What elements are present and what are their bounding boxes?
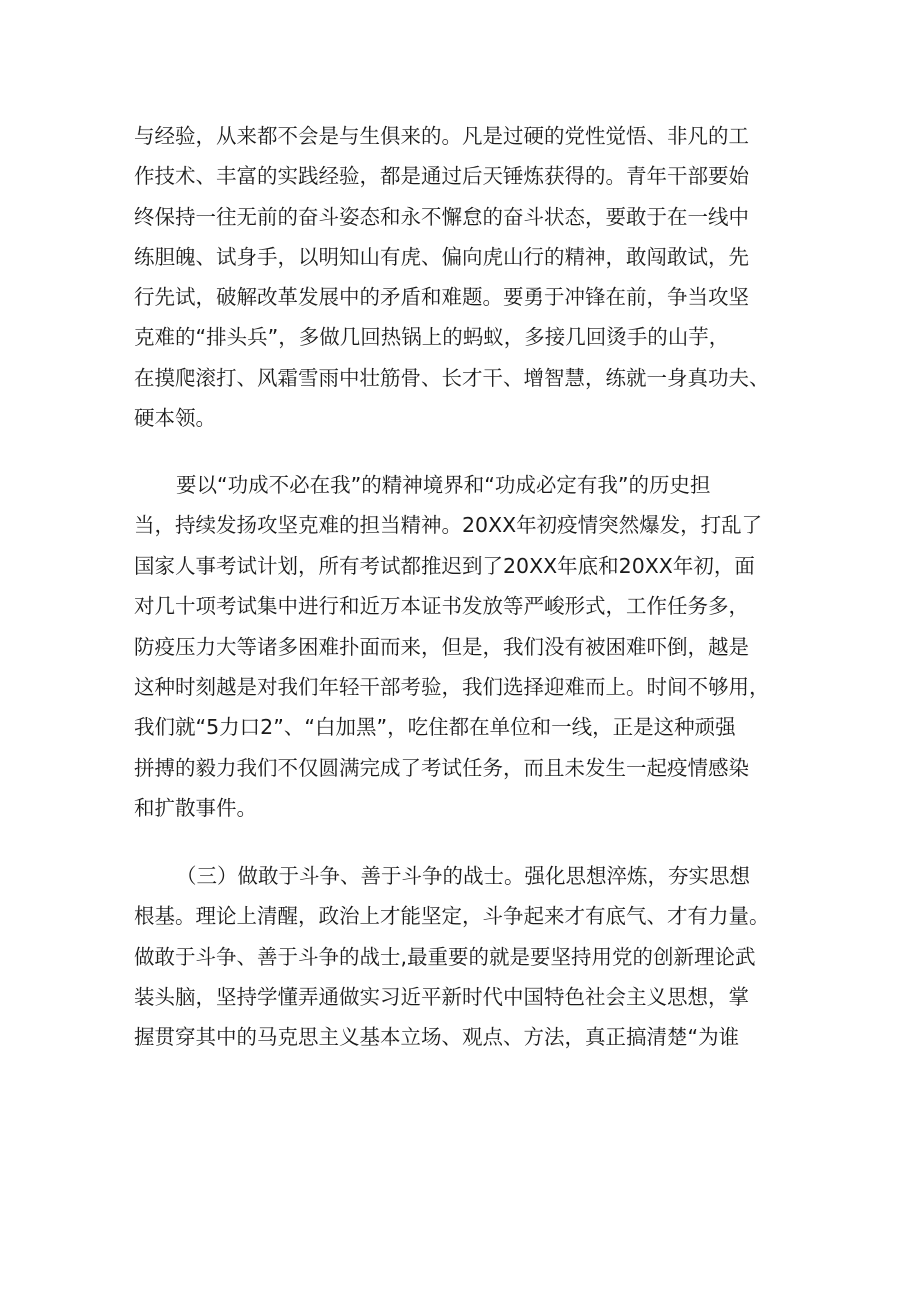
text-line: 行先试，破解改革发展中的矛盾和难题。要勇于冲锋在前，争当攻坚	[134, 285, 749, 309]
text-line: 与经验，从来都不会是与生俱来的。凡是过硬的党性觉悟、非凡的工	[134, 124, 749, 148]
text-line: 根基。理论上清醒，政治上才能坚定，斗争起来才有底气、才有力量。	[134, 904, 770, 928]
text-line: 拼搏的毅力我们不仅圆满完成了考试任务，而且未发生一起疫情感染	[134, 756, 749, 780]
text-line: 防疫压力大等诸多困难扑面而来，但是，我们没有被困难吓倒，越是	[134, 635, 749, 659]
text-line: 对几十项考试集中进行和近万本证书发放等严峻形式，工作任务多，	[134, 594, 749, 618]
text-line: 做敢于斗争、善于斗争的战士,最重要的就是要坚持用党的创新理论武	[134, 945, 756, 969]
text-line: 装头脑，坚持学懂弄通做实习近平新时代中国特色社会主义思想，掌	[134, 985, 749, 1009]
text-line: 在摸爬滚打、风霜雪雨中壮筋骨、长才干、增智慧，练就一身真功夫、	[134, 366, 770, 390]
text-line: 和扩散事件。	[134, 796, 257, 820]
text-line: 作技术、丰富的实践经验，都是通过后天锤炼获得的。青年干部要始	[134, 164, 749, 188]
text-line: （三）做敢于斗争、善于斗争的战士。强化思想淬炼，夯实思想	[176, 864, 750, 888]
text-line: 练胆魄、试身手，以明知山有虎、偏向虎山行的精神，敢闯敢试，先	[134, 245, 749, 269]
text-line: 握贯穿其中的马克思主义基本立场、观点、方法，真正搞清楚“为谁	[134, 1025, 740, 1049]
text-line: 终保持一往无前的奋斗姿态和永不懈怠的奋斗状态，要敢于在一线中	[134, 205, 749, 229]
text-line: 当，持续发扬攻坚克难的担当精神。20XX年初疫情突然爆发，打乱了	[134, 513, 763, 537]
text-line: 我们就“5力口2”、“白加黑”，吃住都在单位和一线，正是这种顽强	[134, 715, 736, 739]
text-line: 要以“功成不必在我”的精神境界和“功成必定有我”的历史担	[176, 473, 711, 497]
text-line: 国家人事考试计划，所有考试都推迟到了20XX年底和20XX年初，面	[134, 554, 755, 578]
text-line: 硬本领。	[134, 406, 216, 430]
text-line: 克难的“排头兵”，多做几回热锅上的蚂蚁，多接几回烫手的山芋，	[134, 325, 730, 349]
text-line: 这种时刻越是对我们年轻干部考验，我们选择迎难而上。时间不够用，	[134, 675, 770, 699]
